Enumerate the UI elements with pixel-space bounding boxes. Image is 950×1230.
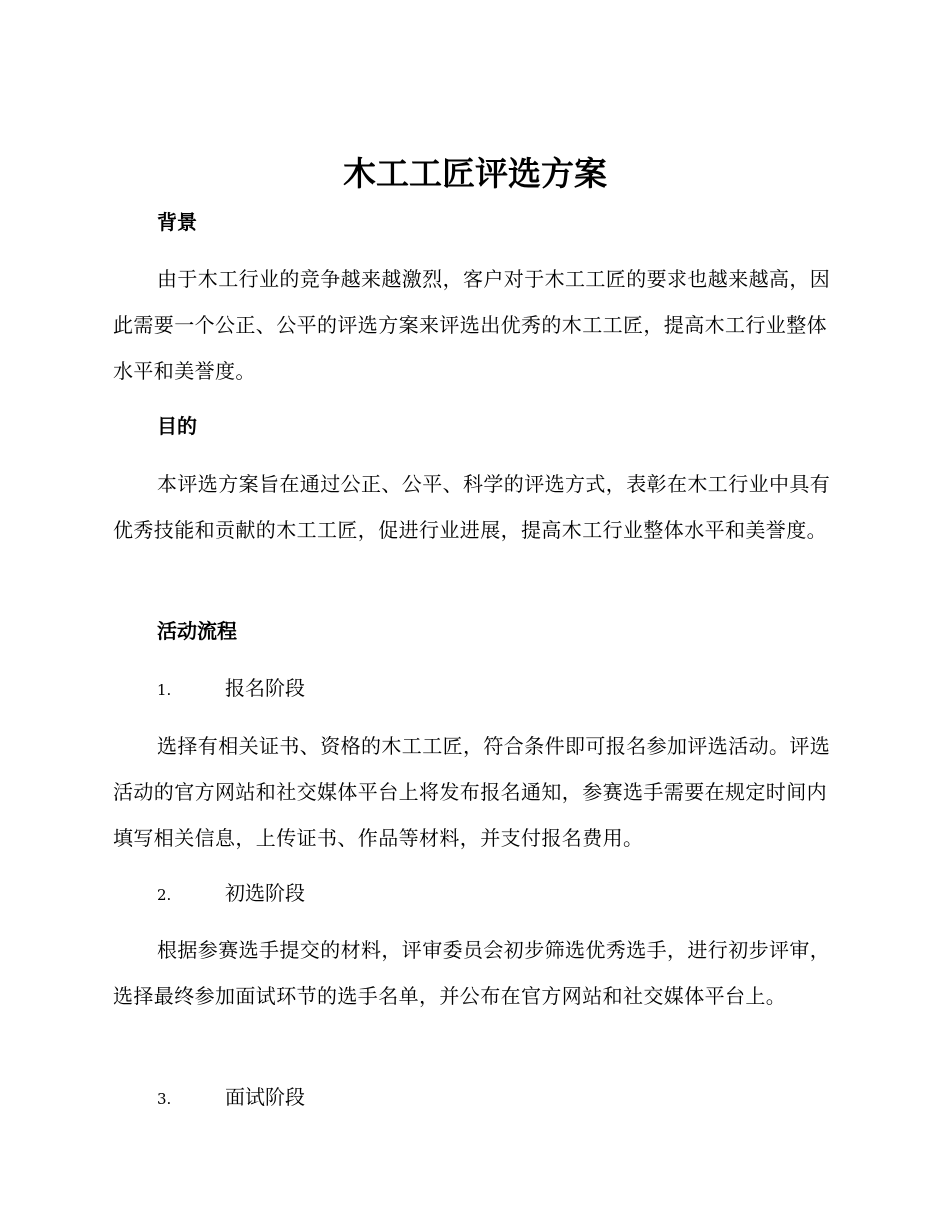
process-step-1 bbox=[157, 673, 305, 705]
step-label: 报名阶段 bbox=[225, 676, 305, 700]
step-label: 初选阶段 bbox=[225, 881, 305, 905]
background-paragraph: 由于木工行业的竞争越来越激烈，客户对于木工工匠的要求也越来越高，因此需要一个公正、公平的评选方案来评选出优秀的木工工匠，提高木工行业整体水平和美誉度。 bbox=[113, 267, 831, 383]
step-label: 面试阶段 bbox=[225, 1085, 305, 1109]
step-2-paragraph: 根据参赛选手提交的材料，评审委员会初步筛选优秀选手，进行初步评审，选择最终参加面试环节的选手名单，并公布在官方网站和社交媒体平台上。 bbox=[113, 938, 831, 1008]
document-title: 木工工匠评选方案 bbox=[343, 154, 607, 193]
step-1-paragraph: 选择有相关证书、资格的木工工匠，符合条件即可报名参加评选活动。评选活动的官方网站和社交媒体平台上将发布报名通知，参赛选手需要在规定时间内填写相关信息，上传证书、作品等材料，并支付报名费用。 bbox=[113, 734, 831, 850]
section-heading-process: 活动流程 bbox=[157, 619, 237, 643]
process-step-2 bbox=[157, 878, 305, 910]
step-number: 3. bbox=[157, 1090, 172, 1108]
section-heading-purpose: 目的 bbox=[157, 414, 197, 438]
process-step-3 bbox=[157, 1082, 305, 1114]
section-heading-background: 背景 bbox=[157, 210, 197, 234]
purpose-paragraph: 本评选方案旨在通过公正、公平、科学的评选方式，表彰在木工行业中具有优秀技能和贡献的木工工匠，促进行业进展，提高木工行业整体水平和美誉度。 bbox=[113, 472, 831, 542]
step-number: 1. bbox=[157, 681, 172, 699]
step-number: 2. bbox=[157, 886, 172, 904]
